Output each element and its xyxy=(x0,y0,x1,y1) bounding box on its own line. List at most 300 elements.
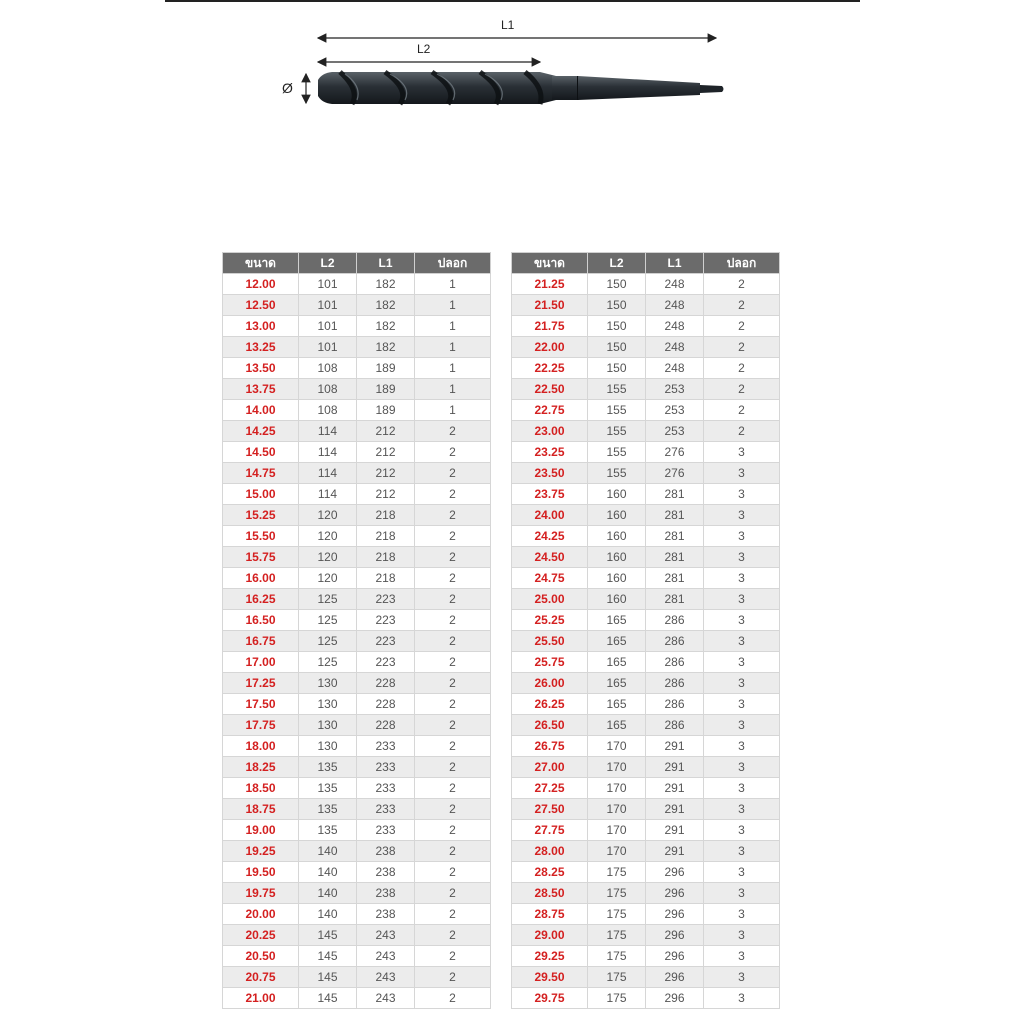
cell-l2: 130 xyxy=(299,673,357,694)
cell-size: 28.25 xyxy=(512,862,588,883)
cell-l1: 212 xyxy=(357,484,415,505)
cell-l2: 150 xyxy=(588,316,646,337)
cell-size: 18.25 xyxy=(223,757,299,778)
cell-size: 16.00 xyxy=(223,568,299,589)
cell-size: 26.25 xyxy=(512,694,588,715)
cell-size: 17.00 xyxy=(223,652,299,673)
cell-sleeve: 2 xyxy=(415,589,491,610)
cell-l2: 155 xyxy=(588,442,646,463)
cell-l2: 170 xyxy=(588,778,646,799)
cell-l2: 114 xyxy=(299,463,357,484)
cell-size: 26.00 xyxy=(512,673,588,694)
table-row xyxy=(223,379,491,400)
cell-l2: 145 xyxy=(299,946,357,967)
cell-l2: 170 xyxy=(588,841,646,862)
table-row xyxy=(223,988,491,1009)
cell-sleeve: 2 xyxy=(415,883,491,904)
cell-size: 21.50 xyxy=(512,295,588,316)
cell-l1: 218 xyxy=(357,526,415,547)
cell-l2: 165 xyxy=(588,631,646,652)
table-row xyxy=(512,610,780,631)
table-row xyxy=(223,421,491,442)
cell-sleeve: 3 xyxy=(704,631,780,652)
cell-size: 20.75 xyxy=(223,967,299,988)
table-row xyxy=(223,967,491,988)
cell-l2: 125 xyxy=(299,631,357,652)
cell-sleeve: 1 xyxy=(415,337,491,358)
table-row xyxy=(223,526,491,547)
size-table-left xyxy=(222,252,491,1009)
cell-size: 21.25 xyxy=(512,274,588,295)
cell-size: 13.00 xyxy=(223,316,299,337)
cell-l1: 243 xyxy=(357,967,415,988)
table-row xyxy=(512,757,780,778)
cell-size: 24.25 xyxy=(512,526,588,547)
cell-l2: 130 xyxy=(299,736,357,757)
table-row xyxy=(512,778,780,799)
table-row xyxy=(512,400,780,421)
cell-sleeve: 1 xyxy=(415,400,491,421)
cell-sleeve: 2 xyxy=(704,337,780,358)
cell-l1: 182 xyxy=(357,274,415,295)
table-row xyxy=(223,442,491,463)
cell-l2: 150 xyxy=(588,274,646,295)
table-header-row xyxy=(223,253,491,274)
cell-l2: 165 xyxy=(588,694,646,715)
cell-size: 13.50 xyxy=(223,358,299,379)
cell-size: 20.50 xyxy=(223,946,299,967)
cell-sleeve: 1 xyxy=(415,316,491,337)
cell-l1: 212 xyxy=(357,442,415,463)
cell-l2: 120 xyxy=(299,547,357,568)
cell-sleeve: 2 xyxy=(415,715,491,736)
table-row xyxy=(223,820,491,841)
cell-l2: 175 xyxy=(588,925,646,946)
cell-l1: 291 xyxy=(646,757,704,778)
cell-l1: 291 xyxy=(646,736,704,757)
cell-sleeve: 2 xyxy=(704,316,780,337)
cell-l1: 276 xyxy=(646,442,704,463)
cell-l1: 233 xyxy=(357,736,415,757)
cell-l2: 140 xyxy=(299,841,357,862)
cell-l2: 135 xyxy=(299,799,357,820)
cell-size: 24.50 xyxy=(512,547,588,568)
cell-l2: 125 xyxy=(299,652,357,673)
table-row xyxy=(512,673,780,694)
cell-l1: 296 xyxy=(646,883,704,904)
cell-size: 15.75 xyxy=(223,547,299,568)
table-row xyxy=(223,883,491,904)
table-row xyxy=(223,463,491,484)
cell-l1: 243 xyxy=(357,988,415,1009)
header-l1: L1 xyxy=(646,253,704,274)
cell-size: 28.75 xyxy=(512,904,588,925)
table-row xyxy=(223,652,491,673)
cell-size: 23.25 xyxy=(512,442,588,463)
cell-l2: 135 xyxy=(299,820,357,841)
cell-sleeve: 2 xyxy=(704,274,780,295)
cell-sleeve: 2 xyxy=(415,505,491,526)
cell-l2: 145 xyxy=(299,988,357,1009)
cell-sleeve: 3 xyxy=(704,463,780,484)
cell-l1: 291 xyxy=(646,778,704,799)
table-row xyxy=(512,862,780,883)
cell-size: 23.50 xyxy=(512,463,588,484)
table-row xyxy=(223,295,491,316)
cell-size: 22.75 xyxy=(512,400,588,421)
cell-l1: 296 xyxy=(646,925,704,946)
cell-l2: 160 xyxy=(588,484,646,505)
drill-taper-shank xyxy=(578,76,700,100)
table-row xyxy=(512,883,780,904)
table-row xyxy=(223,946,491,967)
cell-l1: 281 xyxy=(646,505,704,526)
cell-size: 20.00 xyxy=(223,904,299,925)
cell-sleeve: 2 xyxy=(415,820,491,841)
cell-l1: 248 xyxy=(646,274,704,295)
cell-size: 13.75 xyxy=(223,379,299,400)
cell-size: 24.75 xyxy=(512,568,588,589)
table-row xyxy=(223,589,491,610)
l1-label: L1 xyxy=(501,18,515,32)
cell-sleeve: 2 xyxy=(415,946,491,967)
cell-l2: 165 xyxy=(588,652,646,673)
cell-l2: 170 xyxy=(588,820,646,841)
diameter-label: Ø xyxy=(282,80,293,96)
cell-l1: 228 xyxy=(357,694,415,715)
cell-size: 14.50 xyxy=(223,442,299,463)
cell-l1: 253 xyxy=(646,379,704,400)
cell-sleeve: 1 xyxy=(415,358,491,379)
cell-l2: 165 xyxy=(588,610,646,631)
table-row xyxy=(512,715,780,736)
table-row xyxy=(512,925,780,946)
cell-l2: 155 xyxy=(588,400,646,421)
cell-l1: 223 xyxy=(357,589,415,610)
table-row xyxy=(512,799,780,820)
cell-l1: 238 xyxy=(357,841,415,862)
cell-l1: 238 xyxy=(357,883,415,904)
cell-size: 28.50 xyxy=(512,883,588,904)
cell-sleeve: 2 xyxy=(415,421,491,442)
table-row xyxy=(223,400,491,421)
cell-size: 18.75 xyxy=(223,799,299,820)
header-sleeve: ปลอก xyxy=(704,253,780,274)
drill-tang xyxy=(700,85,724,93)
cell-size: 17.50 xyxy=(223,694,299,715)
cell-l2: 155 xyxy=(588,379,646,400)
cell-l1: 248 xyxy=(646,358,704,379)
cell-sleeve: 2 xyxy=(415,694,491,715)
cell-size: 27.25 xyxy=(512,778,588,799)
table-row xyxy=(223,757,491,778)
cell-size: 14.25 xyxy=(223,421,299,442)
cell-l1: 291 xyxy=(646,799,704,820)
cell-l2: 155 xyxy=(588,463,646,484)
cell-l1: 296 xyxy=(646,988,704,1009)
cell-l1: 286 xyxy=(646,673,704,694)
cell-l1: 281 xyxy=(646,568,704,589)
cell-size: 13.25 xyxy=(223,337,299,358)
cell-l1: 182 xyxy=(357,295,415,316)
cell-l2: 114 xyxy=(299,442,357,463)
cell-sleeve: 2 xyxy=(415,967,491,988)
cell-l2: 175 xyxy=(588,904,646,925)
cell-size: 17.75 xyxy=(223,715,299,736)
table-row xyxy=(512,547,780,568)
cell-l1: 182 xyxy=(357,316,415,337)
cell-sleeve: 2 xyxy=(415,736,491,757)
cell-size: 27.75 xyxy=(512,820,588,841)
cell-sleeve: 2 xyxy=(415,547,491,568)
cell-sleeve: 2 xyxy=(415,778,491,799)
cell-l2: 140 xyxy=(299,883,357,904)
header-size: ขนาด xyxy=(512,253,588,274)
cell-size: 22.00 xyxy=(512,337,588,358)
table-header-row xyxy=(512,253,780,274)
cell-size: 23.00 xyxy=(512,421,588,442)
cell-size: 27.50 xyxy=(512,799,588,820)
cell-l2: 175 xyxy=(588,946,646,967)
table-row xyxy=(223,694,491,715)
cell-l2: 125 xyxy=(299,610,357,631)
cell-size: 16.50 xyxy=(223,610,299,631)
cell-size: 18.00 xyxy=(223,736,299,757)
cell-l1: 291 xyxy=(646,841,704,862)
cell-l2: 160 xyxy=(588,568,646,589)
cell-l1: 218 xyxy=(357,505,415,526)
cell-l2: 130 xyxy=(299,694,357,715)
table-row xyxy=(512,946,780,967)
cell-size: 18.50 xyxy=(223,778,299,799)
cell-l1: 212 xyxy=(357,463,415,484)
cell-sleeve: 2 xyxy=(415,652,491,673)
cell-sleeve: 2 xyxy=(415,988,491,1009)
table-row xyxy=(512,337,780,358)
cell-l1: 276 xyxy=(646,463,704,484)
cell-size: 19.75 xyxy=(223,883,299,904)
cell-sleeve: 2 xyxy=(415,925,491,946)
cell-sleeve: 3 xyxy=(704,820,780,841)
table-row xyxy=(512,484,780,505)
table-row xyxy=(223,841,491,862)
cell-l1: 296 xyxy=(646,904,704,925)
table-row xyxy=(512,568,780,589)
cell-sleeve: 2 xyxy=(704,400,780,421)
cell-l2: 108 xyxy=(299,358,357,379)
cell-sleeve: 3 xyxy=(704,757,780,778)
cell-sleeve: 1 xyxy=(415,295,491,316)
header-l2: L2 xyxy=(588,253,646,274)
cell-sleeve: 2 xyxy=(415,442,491,463)
cell-size: 25.75 xyxy=(512,652,588,673)
cell-l2: 160 xyxy=(588,505,646,526)
cell-l2: 150 xyxy=(588,358,646,379)
cell-sleeve: 3 xyxy=(704,484,780,505)
cell-size: 16.25 xyxy=(223,589,299,610)
table-row xyxy=(223,673,491,694)
cell-l1: 248 xyxy=(646,295,704,316)
cell-sleeve: 2 xyxy=(704,421,780,442)
table-row xyxy=(512,904,780,925)
cell-l2: 155 xyxy=(588,421,646,442)
cell-l2: 145 xyxy=(299,925,357,946)
header-l2: L2 xyxy=(299,253,357,274)
table-row xyxy=(223,904,491,925)
cell-size: 28.00 xyxy=(512,841,588,862)
cell-l2: 175 xyxy=(588,967,646,988)
cell-sleeve: 1 xyxy=(415,379,491,400)
cell-l1: 233 xyxy=(357,799,415,820)
cell-size: 27.00 xyxy=(512,757,588,778)
table-row xyxy=(512,589,780,610)
cell-l1: 218 xyxy=(357,547,415,568)
cell-l1: 253 xyxy=(646,400,704,421)
cell-size: 21.75 xyxy=(512,316,588,337)
cell-sleeve: 3 xyxy=(704,736,780,757)
table-row xyxy=(223,610,491,631)
cell-l1: 291 xyxy=(646,820,704,841)
cell-size: 21.00 xyxy=(223,988,299,1009)
cell-l1: 286 xyxy=(646,631,704,652)
cell-l2: 125 xyxy=(299,589,357,610)
cell-l2: 150 xyxy=(588,295,646,316)
table-row xyxy=(223,274,491,295)
table-row xyxy=(512,841,780,862)
cell-sleeve: 2 xyxy=(415,904,491,925)
header-l1: L1 xyxy=(357,253,415,274)
cell-size: 23.75 xyxy=(512,484,588,505)
table-row xyxy=(512,736,780,757)
cell-l2: 135 xyxy=(299,778,357,799)
cell-sleeve: 2 xyxy=(415,484,491,505)
cell-l2: 130 xyxy=(299,715,357,736)
cell-l2: 175 xyxy=(588,988,646,1009)
drill-collar xyxy=(552,76,578,100)
cell-l1: 223 xyxy=(357,652,415,673)
cell-l2: 114 xyxy=(299,484,357,505)
cell-sleeve: 3 xyxy=(704,652,780,673)
cell-l1: 182 xyxy=(357,337,415,358)
cell-size: 15.50 xyxy=(223,526,299,547)
cell-sleeve: 3 xyxy=(704,988,780,1009)
cell-l1: 296 xyxy=(646,862,704,883)
cell-sleeve: 3 xyxy=(704,967,780,988)
cell-l2: 101 xyxy=(299,316,357,337)
cell-size: 29.75 xyxy=(512,988,588,1009)
cell-l1: 281 xyxy=(646,526,704,547)
cell-size: 20.25 xyxy=(223,925,299,946)
cell-size: 25.50 xyxy=(512,631,588,652)
cell-l1: 223 xyxy=(357,631,415,652)
cell-l2: 120 xyxy=(299,505,357,526)
table-row xyxy=(512,967,780,988)
cell-size: 19.00 xyxy=(223,820,299,841)
cell-size: 15.00 xyxy=(223,484,299,505)
cell-l2: 145 xyxy=(299,967,357,988)
cell-l2: 170 xyxy=(588,757,646,778)
cell-l2: 108 xyxy=(299,379,357,400)
cell-sleeve: 3 xyxy=(704,841,780,862)
cell-l1: 228 xyxy=(357,715,415,736)
cell-l1: 223 xyxy=(357,610,415,631)
cell-l2: 135 xyxy=(299,757,357,778)
cell-l2: 101 xyxy=(299,295,357,316)
cell-l2: 175 xyxy=(588,862,646,883)
cell-l2: 150 xyxy=(588,337,646,358)
cell-l2: 140 xyxy=(299,862,357,883)
table-row xyxy=(512,505,780,526)
cell-l1: 248 xyxy=(646,316,704,337)
cell-sleeve: 2 xyxy=(415,757,491,778)
drill-diagram xyxy=(0,0,1024,130)
cell-sleeve: 2 xyxy=(415,841,491,862)
cell-l1: 243 xyxy=(357,946,415,967)
cell-l2: 160 xyxy=(588,547,646,568)
cell-l2: 160 xyxy=(588,589,646,610)
cell-l1: 233 xyxy=(357,820,415,841)
table-row xyxy=(223,568,491,589)
cell-l1: 218 xyxy=(357,568,415,589)
table-row xyxy=(512,316,780,337)
cell-sleeve: 3 xyxy=(704,925,780,946)
cell-l1: 189 xyxy=(357,379,415,400)
cell-l2: 101 xyxy=(299,337,357,358)
cell-l1: 286 xyxy=(646,694,704,715)
table-row xyxy=(512,631,780,652)
cell-sleeve: 2 xyxy=(704,379,780,400)
cell-sleeve: 3 xyxy=(704,862,780,883)
table-row xyxy=(223,862,491,883)
table-row xyxy=(512,358,780,379)
cell-sleeve: 3 xyxy=(704,904,780,925)
cell-sleeve: 2 xyxy=(415,526,491,547)
table-row xyxy=(512,463,780,484)
cell-sleeve: 3 xyxy=(704,715,780,736)
cell-l1: 233 xyxy=(357,757,415,778)
cell-size: 19.25 xyxy=(223,841,299,862)
cell-l2: 101 xyxy=(299,274,357,295)
table-row xyxy=(223,925,491,946)
cell-l2: 160 xyxy=(588,526,646,547)
cell-l2: 175 xyxy=(588,883,646,904)
cell-sleeve: 3 xyxy=(704,694,780,715)
table-row xyxy=(223,505,491,526)
cell-l1: 212 xyxy=(357,421,415,442)
table-row xyxy=(512,526,780,547)
cell-l2: 165 xyxy=(588,673,646,694)
table-row xyxy=(223,799,491,820)
cell-l2: 120 xyxy=(299,526,357,547)
cell-size: 25.25 xyxy=(512,610,588,631)
table-row xyxy=(512,442,780,463)
cell-l1: 286 xyxy=(646,610,704,631)
cell-l2: 108 xyxy=(299,400,357,421)
cell-sleeve: 2 xyxy=(415,463,491,484)
table-row xyxy=(223,736,491,757)
cell-l1: 253 xyxy=(646,421,704,442)
cell-sleeve: 2 xyxy=(415,673,491,694)
size-table-right xyxy=(511,252,780,1009)
cell-size: 22.50 xyxy=(512,379,588,400)
cell-size: 12.00 xyxy=(223,274,299,295)
cell-l1: 281 xyxy=(646,484,704,505)
l2-label: L2 xyxy=(417,42,431,56)
table-row xyxy=(223,715,491,736)
cell-sleeve: 3 xyxy=(704,505,780,526)
cell-sleeve: 2 xyxy=(415,799,491,820)
header-sleeve: ปลอก xyxy=(415,253,491,274)
